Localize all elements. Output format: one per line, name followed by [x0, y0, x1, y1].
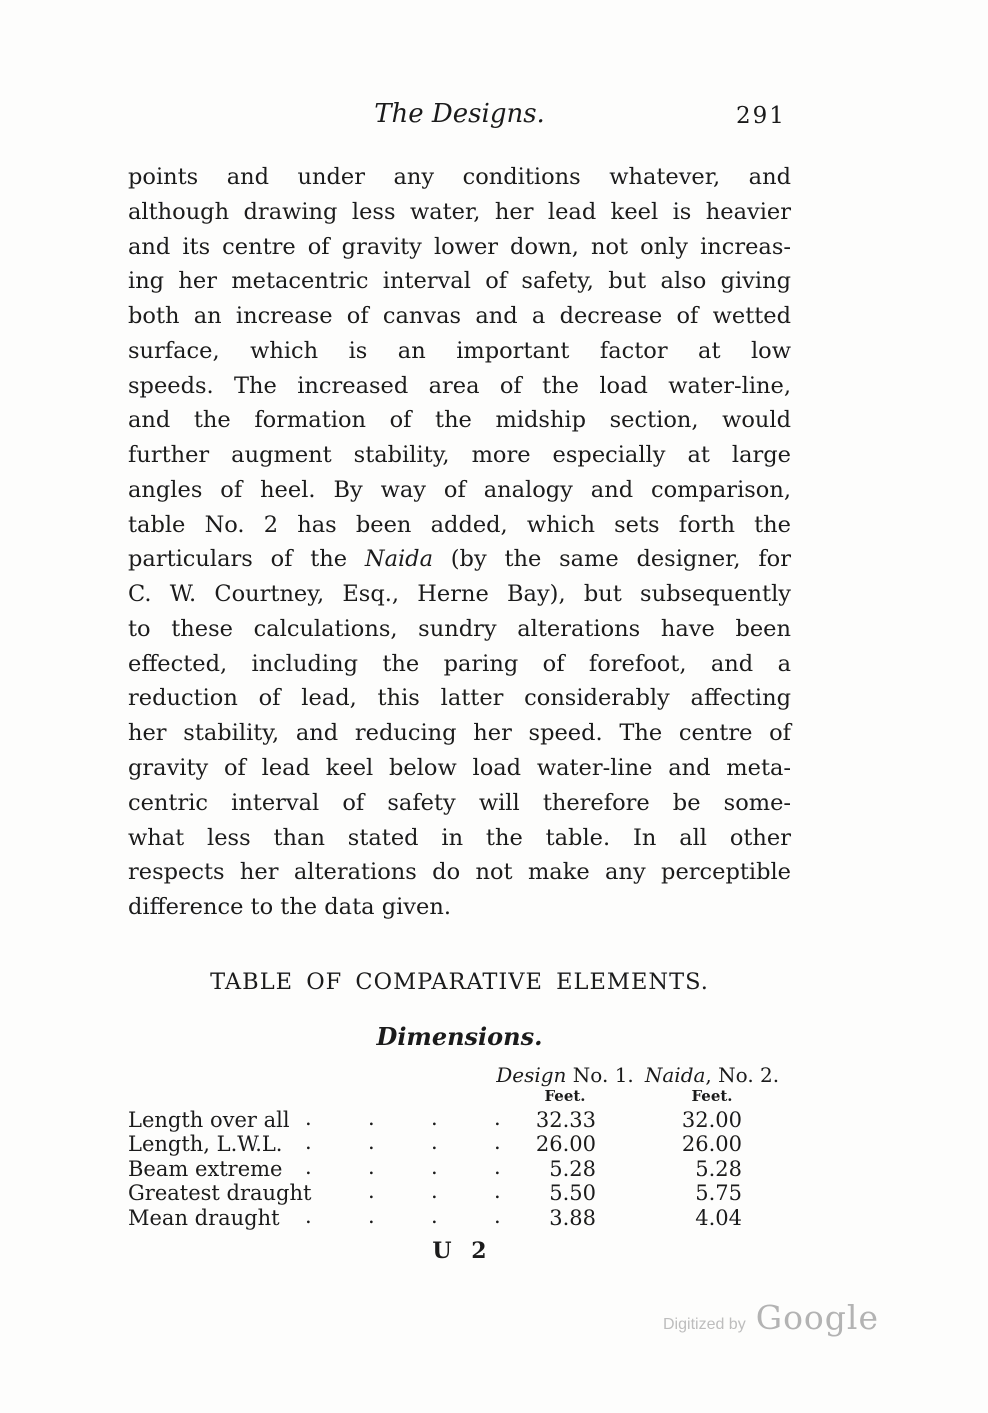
- leader-dot: [431, 1204, 438, 1228]
- leader-dot: [368, 1204, 375, 1228]
- leader-dot: [431, 1130, 438, 1154]
- leader-dot: [368, 1155, 375, 1179]
- column-header-naida-no2: [562, 1063, 862, 1087]
- paragraph-line: and the formation of the midship section, would: [128, 407, 791, 434]
- dimensions-table: [128, 1108, 791, 1230]
- google-watermark: [663, 1298, 879, 1337]
- paragraph-line: difference to the data given.: [128, 894, 451, 921]
- value-design-no1: 5.28: [549, 1156, 596, 1181]
- body-paragraph: [128, 160, 791, 925]
- google-logo: Google: [755, 1298, 880, 1337]
- paragraph-line: C. W. Courtney, Esq., Herne Bay), but subsequently: [128, 581, 791, 608]
- paragraph-line: both an increase of canvas and a decrease of wetted: [128, 303, 791, 330]
- page-header-title: The Designs.: [374, 99, 545, 129]
- table-subtitle: Dimensions.: [376, 1022, 543, 1051]
- column-name-rest: No. 1.: [566, 1063, 634, 1087]
- paragraph-line: ing her metacentric interval of safety, but also giving: [128, 268, 791, 295]
- leader-dot: [368, 1179, 375, 1203]
- row-label: Beam extreme: [128, 1156, 283, 1181]
- value-naida-no2: 4.04: [695, 1205, 742, 1230]
- leader-dot: [305, 1204, 312, 1228]
- row-label: Mean draught: [128, 1205, 280, 1230]
- leader-dot: [431, 1179, 438, 1203]
- row-label: Length over all: [128, 1108, 290, 1132]
- paragraph-line: further augment stability, more especially at large: [128, 442, 791, 469]
- table-row: [128, 1157, 791, 1181]
- column-unit-naida: Feet.: [691, 1087, 733, 1105]
- printer-signature: U 2: [432, 1238, 487, 1264]
- page-number: 291: [736, 103, 786, 129]
- table-row: [128, 1132, 791, 1156]
- paragraph-line: and its centre of gravity lower down, not only increas-: [128, 233, 791, 260]
- value-naida-no2: 32.00: [681, 1108, 742, 1132]
- paragraph-line: points and under any conditions whatever, and: [128, 164, 791, 190]
- table-column-headers: [128, 1063, 791, 1109]
- column-unit-design: Feet.: [544, 1087, 586, 1105]
- value-naida-no2: 5.28: [695, 1156, 742, 1181]
- value-design-no1: 3.88: [549, 1205, 596, 1230]
- paragraph-text: (by the same designer, for: [433, 546, 791, 573]
- paragraph-line: effected, including the paring of forefoot, and a: [128, 650, 791, 677]
- paragraph-line-naida: [128, 542, 791, 577]
- leader-dot: [368, 1130, 375, 1154]
- column-name-rest: , No. 2.: [705, 1063, 780, 1087]
- paragraph-line: surface, which is an important factor at low: [128, 337, 791, 364]
- paragraph-text: particulars of the: [128, 546, 365, 573]
- paragraph-line: centric interval of safety will therefore be some-: [128, 789, 791, 816]
- paragraph-line: although drawing less water, her lead keel is heavier: [128, 198, 791, 225]
- leader-dot: [431, 1155, 438, 1179]
- paragraph-line: angles of heel. By way of analogy and comparison,: [128, 476, 791, 503]
- paragraph-line: what less than stated in the table. In all other: [128, 824, 791, 851]
- paragraph-line: speeds. The increased area of the load water-line,: [128, 372, 791, 399]
- value-naida-no2: 26.00: [681, 1132, 742, 1157]
- column-name-italic: Design: [496, 1063, 567, 1087]
- table-row: [128, 1181, 791, 1205]
- row-label: Greatest draught: [128, 1181, 312, 1206]
- table-title: TABLE OF COMPARATIVE ELEMENTS.: [210, 969, 709, 995]
- leader-dot: [431, 1106, 438, 1130]
- table-row: [128, 1108, 791, 1132]
- paragraph-line: reduction of lead, this latter considerably affecting: [128, 685, 791, 712]
- table-row: [128, 1206, 791, 1230]
- watermark-prefix: Digitized by: [663, 1316, 746, 1333]
- paragraph-line: gravity of lead keel below load water-line and meta-: [128, 755, 791, 782]
- leader-dot: [368, 1106, 375, 1130]
- row-label: Length, L.W.L.: [128, 1132, 283, 1157]
- leader-dot: [305, 1155, 312, 1179]
- value-design-no1: 26.00: [535, 1132, 596, 1157]
- paragraph-line: respects her alterations do not make any perceptible: [128, 859, 791, 886]
- paragraph-line: table No. 2 has been added, which sets forth the: [128, 511, 791, 538]
- column-name-italic: Naida: [644, 1063, 706, 1087]
- paragraph-line: her stability, and reducing her speed. The centre of: [128, 720, 791, 747]
- leader-dot: [305, 1130, 312, 1154]
- vessel-name-naida: Naida: [364, 546, 433, 573]
- paragraph-line: to these calculations, sundry alterations have been: [128, 615, 791, 642]
- leader-dot: [305, 1106, 312, 1130]
- value-design-no1: 32.33: [535, 1108, 596, 1132]
- value-design-no1: 5.50: [549, 1181, 596, 1206]
- value-naida-no2: 5.75: [695, 1181, 742, 1206]
